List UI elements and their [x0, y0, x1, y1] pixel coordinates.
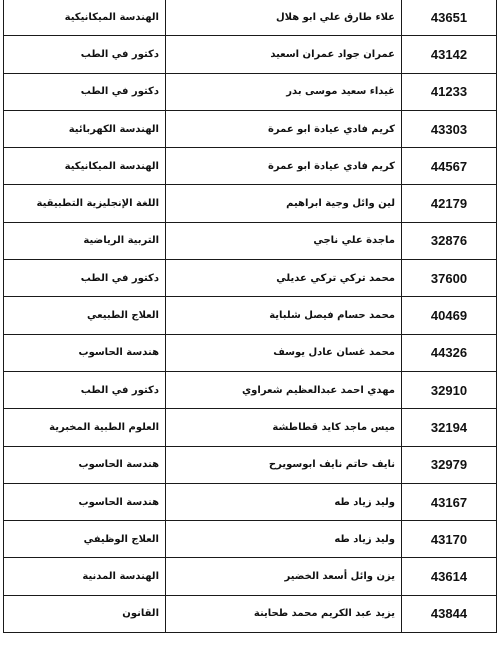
student-major-cell: الهندسة الميكانيكية — [4, 0, 166, 36]
student-major-cell: هندسة الحاسوب — [4, 446, 166, 483]
table-row — [4, 260, 497, 297]
student-major-cell: دكتور في الطب — [4, 73, 166, 110]
student-id-cell: 44567 — [402, 148, 497, 185]
student-id-cell: 32979 — [402, 446, 497, 483]
student-id-cell: 37600 — [402, 260, 497, 297]
student-id-cell: 43614 — [402, 558, 497, 595]
student-major-cell: العلوم الطبية المخبرية — [4, 409, 166, 446]
student-major-cell: الهندسة الكهربائية — [4, 110, 166, 147]
student-major-cell: القانون — [4, 595, 166, 632]
student-id-cell: 43303 — [402, 110, 497, 147]
student-id-cell: 43142 — [402, 36, 497, 73]
student-id-cell: 40469 — [402, 297, 497, 334]
table-row — [4, 110, 497, 147]
table-row — [4, 446, 497, 483]
table-row — [4, 371, 497, 408]
table-row — [4, 222, 497, 259]
student-id-cell: 44326 — [402, 334, 497, 371]
student-id-cell: 41233 — [402, 73, 497, 110]
table-row — [4, 483, 497, 520]
table-row — [4, 334, 497, 371]
student-name-cell: كريم فادي عيادة ابو عمرة — [166, 110, 402, 147]
student-name-cell: غيداء سعيد موسى بدر — [166, 73, 402, 110]
student-name-cell: كريم فادي عيادة ابو عمرة — [166, 148, 402, 185]
student-name-cell: نايف حاتم نايف ابوسويرح — [166, 446, 402, 483]
student-table-body — [4, 0, 497, 633]
student-major-cell: دكتور في الطب — [4, 371, 166, 408]
student-major-cell: العلاج الوظيفي — [4, 521, 166, 558]
student-major-cell: هندسة الحاسوب — [4, 334, 166, 371]
student-major-cell: هندسة الحاسوب — [4, 483, 166, 520]
table-row — [4, 185, 497, 222]
student-name-cell: يزيد عبد الكريم محمد طحاينة — [166, 595, 402, 632]
student-major-cell: دكتور في الطب — [4, 260, 166, 297]
student-id-cell: 43844 — [402, 595, 497, 632]
table-row — [4, 558, 497, 595]
student-major-cell: اللغة الإنجليزية التطبيقية — [4, 185, 166, 222]
student-name-cell: عمران جواد عمران اسعيد — [166, 36, 402, 73]
table-row — [4, 297, 497, 334]
student-major-cell: العلاج الطبيعي — [4, 297, 166, 334]
student-table — [3, 0, 497, 633]
student-name-cell: مهدي احمد عبدالعظيم شعراوي — [166, 371, 402, 408]
student-major-cell: الهندسة الميكانيكية — [4, 148, 166, 185]
student-name-cell: محمد تركي تركي عديلي — [166, 260, 402, 297]
student-name-cell: ماجدة علي ناجي — [166, 222, 402, 259]
student-name-cell: ميس ماجد كايد قطاطشة — [166, 409, 402, 446]
student-id-cell: 32876 — [402, 222, 497, 259]
student-name-cell: محمد غسان عادل يوسف — [166, 334, 402, 371]
student-name-cell: وليد زياد طه — [166, 483, 402, 520]
table-row — [4, 36, 497, 73]
student-major-cell: الهندسة المدنية — [4, 558, 166, 595]
student-name-cell: وليد زياد طه — [166, 521, 402, 558]
student-major-cell: دكتور في الطب — [4, 36, 166, 73]
student-name-cell: يزن وائل أسعد الخضير — [166, 558, 402, 595]
table-row — [4, 595, 497, 632]
student-id-cell: 42179 — [402, 185, 497, 222]
student-id-cell: 43167 — [402, 483, 497, 520]
student-id-cell: 32194 — [402, 409, 497, 446]
table-row — [4, 73, 497, 110]
student-name-cell: محمد حسام فيصل شلباية — [166, 297, 402, 334]
student-id-cell: 43651 — [402, 0, 497, 36]
student-major-cell: التربية الرياضية — [4, 222, 166, 259]
student-id-cell: 43170 — [402, 521, 497, 558]
student-id-cell: 32910 — [402, 371, 497, 408]
student-name-cell: علاء طارق علي ابو هلال — [166, 0, 402, 36]
student-name-cell: لين وائل وجية ابراهيم — [166, 185, 402, 222]
table-row — [4, 0, 497, 36]
table-row — [4, 521, 497, 558]
table-row — [4, 409, 497, 446]
table-row — [4, 148, 497, 185]
